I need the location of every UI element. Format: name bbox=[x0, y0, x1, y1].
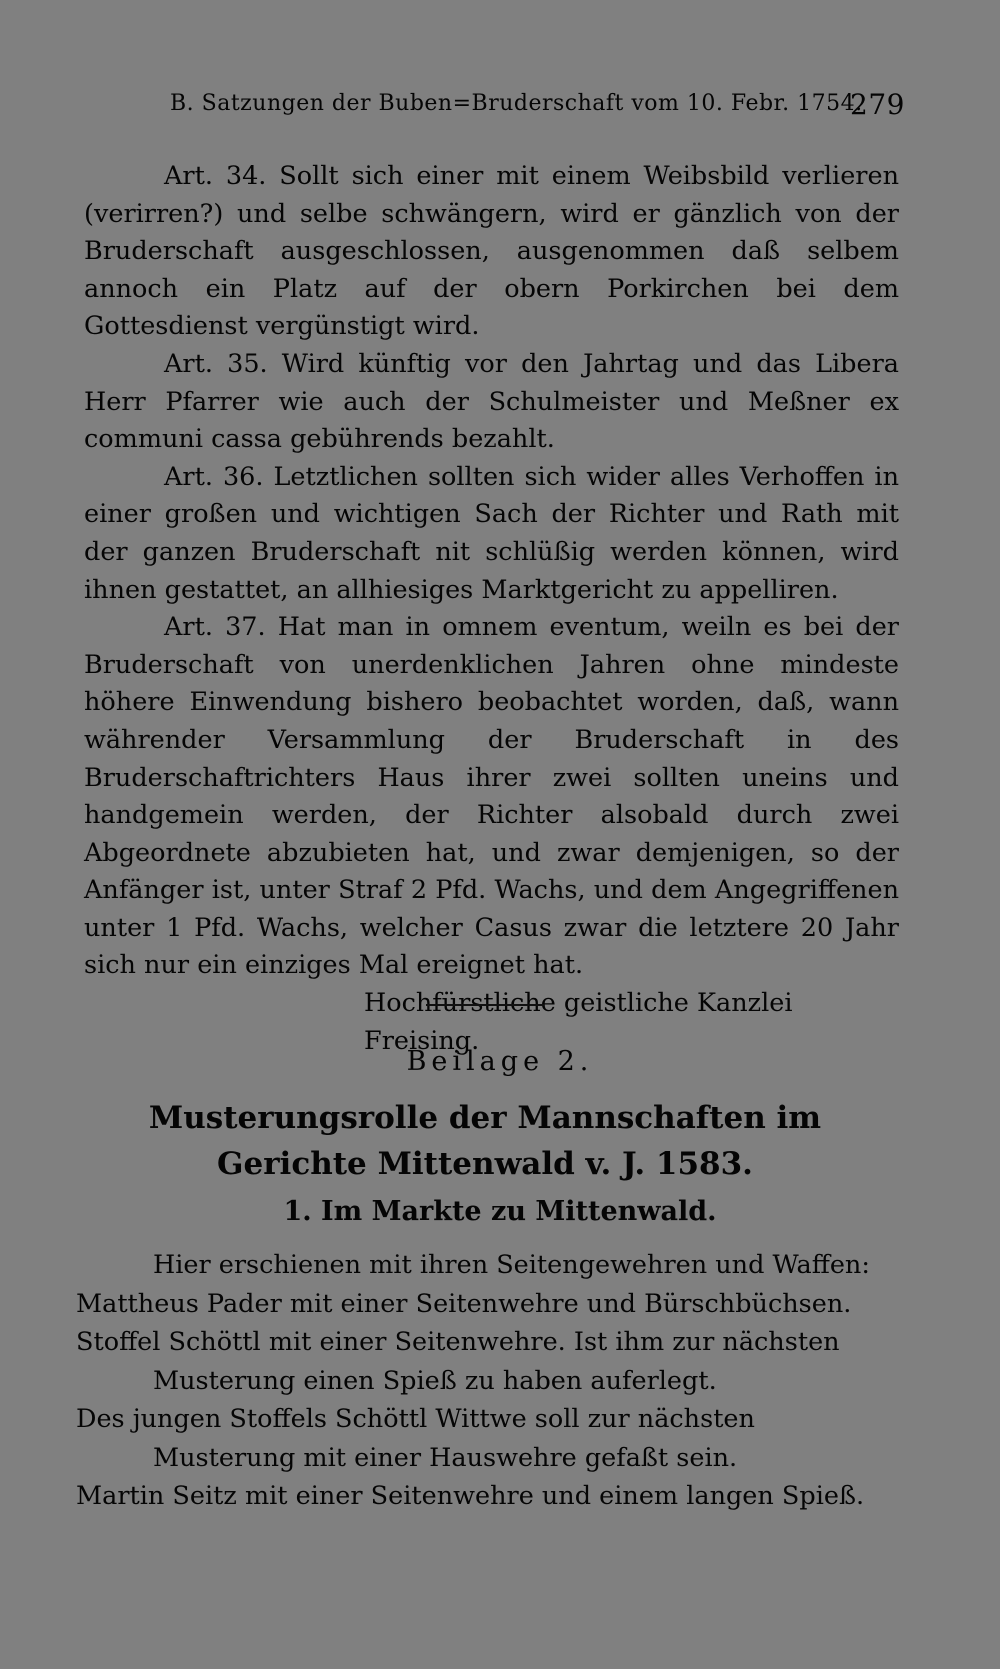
list-item: Mattheus Pader mit einer Seitenwehre und Bürschbüchsen. bbox=[76, 1288, 852, 1319]
article-36: Art. 36. Letztlichen sollten sich wider alles Verhoffen in einer großen und wichtigen Sach der Richter und Rath mit der ganzen Bruderschaft nit schlüßig werden können, wird ihnen gestattet, an allhiesiges Marktgericht zu appelliren. bbox=[84, 461, 899, 605]
section-subtitle: 1. Im Markte zu Mittenwald. bbox=[283, 1196, 717, 1227]
article-35: Art. 35. Wird künftig vor den Jahrtag und das Libera Herr Pfarrer wie auch der Schulmeister und Meßner ex communi cassa gebührends bezahlt. bbox=[84, 348, 899, 455]
article-37: Art. 37. Hat man in omnem eventum, weiln es bei der Bruderschaft von unerdenklichen Jahren ohne mindeste höhere Einwendung bishero beobachtet worden, daß, wann währender Versammlung der Bruderschaft in des Bruderschaftrichters Haus ihrer zwei sollten uneins und handgemein werden, der Richter alsobald durch zwei Abgeordnete abzubieten hat, und zwar demjenigen, so der Anfänger ist, unter Straf 2 Pfd. Wachs, und dem Angegriffenen unter 1 Pfd. Wachs, welcher Casus zwar die letztere 20 Jahr sich nur ein einziges Mal ereignet hat. bbox=[84, 612, 899, 981]
page-number: 279 bbox=[850, 88, 905, 121]
article-34: Art. 34. Sollt sich einer mit einem Weibsbild verlieren (verirren?) und selbe schwängern, wird er gänzlich von der Bruderschaft ausgeschlossen, ausgenommen daß selbem annoch ein Platz auf der obern Porkirchen bei dem Gottesdienst vergünstigt wird. bbox=[84, 161, 899, 342]
muster-intro: Hier erschienen mit ihren Seitengewehren und Waffen: bbox=[153, 1250, 870, 1280]
muster-roll bbox=[76, 1246, 891, 1516]
running-title: B. Satzungen der Buben=Bruderschaft vom 10. Febr. 1754. bbox=[170, 91, 863, 116]
signature: Hochfürstliche geistliche Kanzlei Freising. bbox=[364, 988, 793, 1056]
list-item: Martin Seitz mit einer Seitenwehre und einem langen Spieß. bbox=[76, 1481, 865, 1511]
statutes-body bbox=[84, 158, 899, 1060]
list-item: Stoffel Schöttl mit einer Seitenwehre. Ist ihm zur nächsten Musterung einen Spieß zu haben auferlegt. bbox=[76, 1327, 840, 1396]
list-item: Des jungen Stoffels Schöttl Wittwe soll zur nächsten Musterung mit einer Hauswehre gefaßt sein. bbox=[76, 1404, 755, 1473]
appendix-title: Musterungsrolle der Mannschaften im Gerichte Mittenwald v. J. 1583. bbox=[148, 1100, 822, 1182]
section-divider bbox=[426, 1004, 544, 1006]
appendix-label: Beilage 2. bbox=[406, 1046, 594, 1077]
